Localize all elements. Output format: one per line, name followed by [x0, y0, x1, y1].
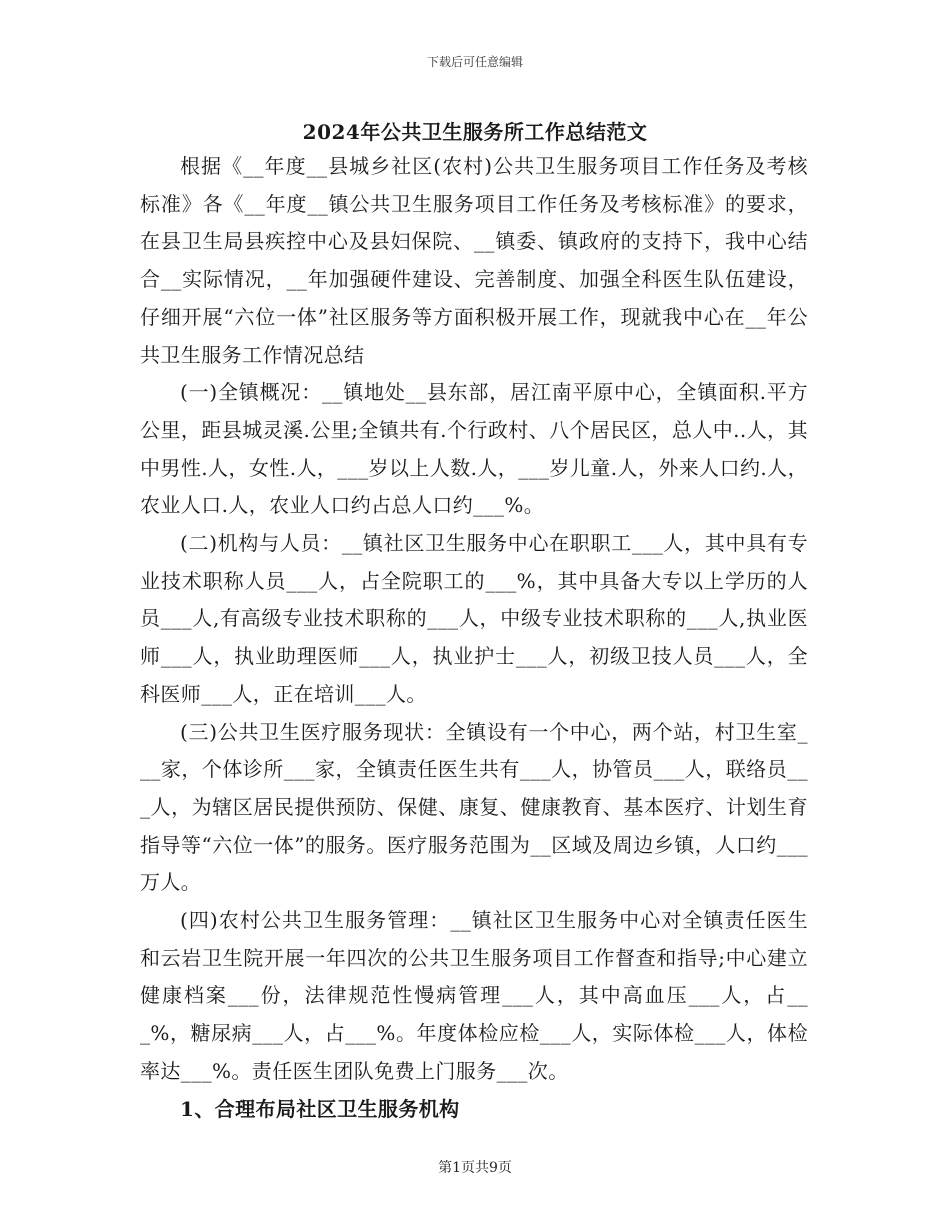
- document-title: 2024年公共卫生服务所工作总结范文: [302, 120, 648, 144]
- page-footer: 第1页共9页: [438, 1160, 512, 1176]
- paragraph-service-status: (三)公共卫生医疗服务现状：全镇设有一个中心，两个站，村卫生室___家，个体诊所___家，全镇责任医生共有___人，协管员___人，联络员___人，为辖区居民提供预防、保健、康复、健康教育、基本医疗、计划生育指导等“六位一体”的服务。医疗服务范围为__区域及周边乡镇，人口约___万人。: [140, 719, 808, 895]
- paragraph-staffing: (二)机构与人员：__镇社区卫生服务中心在职职工___人，其中具有专业技术职称人员___人，占全院职工的___%，其中具备大专以上学历的人员___人,有高级专业技术职称的___人，中级专业技术职称的___人,执业医师___人，执业助理医师___人，执业护士___人，初级卫技人员___人，全科医师___人，正在培训___人。: [140, 531, 808, 706]
- section-subheading: 1、合理布局社区卫生服务机构: [180, 1096, 460, 1121]
- paragraph-management: (四)农村公共卫生服务管理：__镇社区卫生服务中心对全镇责任医生和云岩卫生院开展一年四次的公共卫生服务项目工作督查和指导;中心建立健康档案___份，法律规范性慢病管理___人，其中高血压___人，占___%，糖尿病___人，占___%。年度体检应检___人，实际体检___人，体检率达___%。责任医生团队免费上门服务___次。: [140, 908, 808, 1083]
- paragraph-town-overview: (一)全镇概况：__镇地处__县东部，居江南平原中心，全镇面积.平方公里，距县城灵溪.公里;全镇共有.个行政村、八个居民区，总人中..人，其中男性.人，女性.人，___岁以上人数.人，___岁儿童.人，外来人口约.人，农业人口.人，农业人口约占总人口约___%。: [140, 380, 808, 518]
- document-body: [140, 148, 808, 1128]
- paragraph-intro: 根据《__年度__县城乡社区(农村)公共卫生服务项目工作任务及考核标准》各《__年度__镇公共卫生服务项目工作任务及考核标准》的要求，在县卫生局县疾控中心及县妇保院、__镇委、镇政府的支持下，我中心结合__实际情况，__年加强硬件建设、完善制度、加强全科医生队伍建设，仔细开展“六位一体”社区服务等方面积极开展工作，现就我中心在__年公共卫生服务工作情况总结: [140, 154, 808, 367]
- header-note: 下载后可任意编辑: [426, 55, 523, 69]
